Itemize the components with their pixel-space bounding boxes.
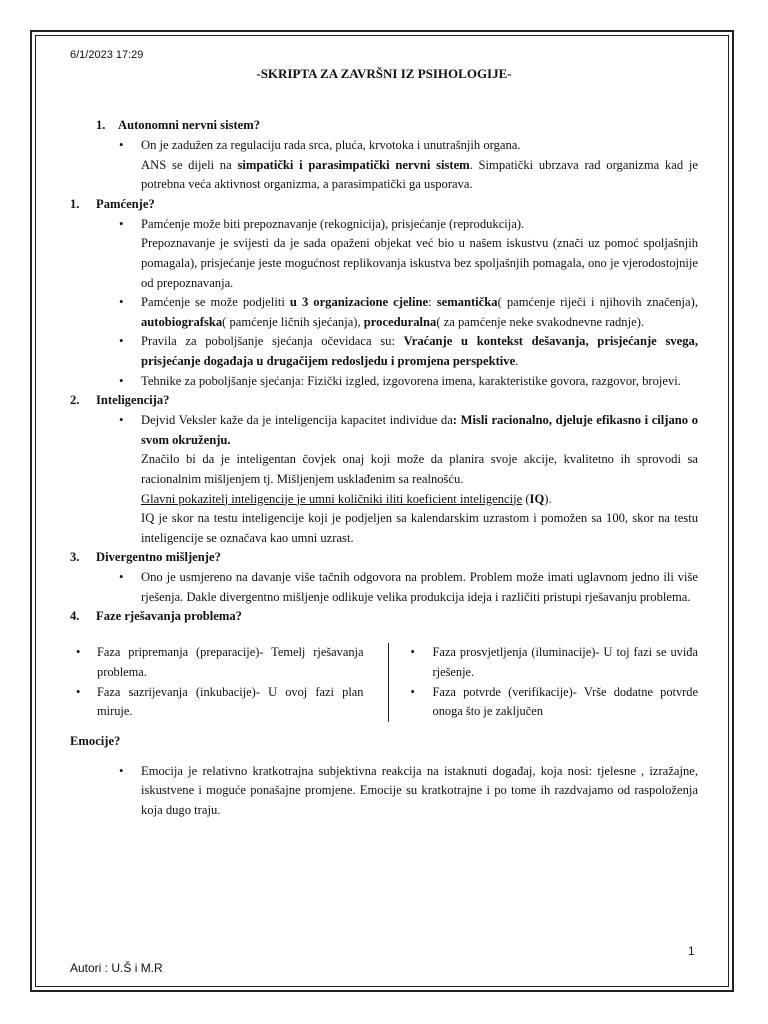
list-item: • Faza prosvjetljenja (iluminacije)- U toj fazi se uviđa rješenje. (410, 645, 698, 680)
bullet-icon: • (119, 373, 124, 388)
paragraph: Značilo bi da je inteligentan čovjek onaj koji može da planira svoje akcije, kvalitetno ih sprovodi sa racionalnim mišljenjem tj. Mišljenjem usklađenim sa realnošću. (141, 452, 698, 486)
section-number: 1. (96, 118, 106, 132)
section-heading-ans (70, 116, 698, 136)
section-heading-divergent (70, 548, 698, 568)
bullet-icon: • (76, 645, 81, 660)
section-heading-emotions (70, 732, 698, 752)
paragraph: ANS se dijeli na simpatički i parasimpatički nervni sistem. Simpatički ubrzava rad organizma kad je potrebna veća aktivnost organizma, a parasimpatički ga usporava. (141, 157, 698, 192)
list-item: • Pamćenje može biti prepoznavanje (rekognicija), prisjećanje (reprodukcija). (70, 215, 698, 235)
bullet-icon: • (119, 216, 124, 231)
spacer (70, 752, 698, 762)
section-heading-memory (70, 195, 698, 215)
section-number: 2. (70, 393, 80, 408)
section-number: 4. (70, 609, 80, 624)
list-item: • Faza potvrde (verifikacije)- Vrše dodatne potvrde onoga što je zaključen (410, 684, 698, 719)
bullet-icon: • (119, 413, 124, 428)
document-title: -SKRIPTA ZA ZAVRŠNI IZ PSIHOLOGIJE- (256, 66, 512, 81)
section-title: Inteligencija? (96, 393, 170, 408)
list-item: • Emocija je relativno kratkotrajna subjektivna reakcija na istaknuti događaj, koja nosi: tjelesne , izražajne, iskustvene i moguće ponašajne promjene. Emocije su kratkotrajne i po tome ih razdvajamo od raspoloženja koja dugo traju. (119, 763, 698, 818)
bullet-icon: • (119, 138, 124, 152)
timestamp: 6/1/2023 17:29 (70, 49, 144, 61)
list-item: • Tehnike za poboljšanje sjećanja: Fizički izgled, izgovorena imena, karakteristike govora, razgovor, brojevi. (70, 372, 698, 392)
list-item: • On je zadužen za regulaciju rada srca, pluća, krvotoka i unutrašnjih organa. (70, 136, 698, 156)
bullet-icon: • (119, 334, 124, 349)
section-title: Pamćenje? (96, 196, 155, 211)
list-item: • Ono je usmjereno na davanje više tačnih odgovora na problem. Problem može imati uglavnom jedno ili više rješenja. Dakle divergentno mišljenje odlikuje velika produkcija ideja i različiti pristupi rješavanju problema. (119, 570, 698, 604)
section-title: Divergentno mišljenje? (96, 550, 221, 565)
document-body (70, 116, 698, 821)
bullet-icon: • (410, 645, 415, 660)
bullet-icon: • (119, 763, 124, 778)
paragraph: IQ je skor na testu inteligencije koji je podjeljen sa kalendarskim uzrastom i pomožen sa 100, skor na testu inteligencije se označava kao umni uzrast. (141, 511, 698, 545)
footer-authors: Autori : U.Š i M.R (70, 961, 163, 975)
list-item: • Pravila za poboljšanje sjećanja očevidaca su: Vraćanje u kontekst dešavanja, prisjećanje svega, prisjećanje događaja u drugačijem redosljedu i promjena perspektive. (119, 334, 698, 368)
section-heading-intelligence (70, 391, 698, 411)
phases-right-column (388, 643, 699, 721)
page-number: 1 (688, 944, 695, 958)
paragraph: Prepoznavanje je svijesti da je sada opaženi objekat već bio u našem iskustvu (znači uz pomoć spoljašnjih pomagala), prisjećanje jeste mogućnost replikovanja iskustva bez spoljašnjih pomagala, ono je vjerodostojnije od prepoznavanja. (141, 236, 698, 290)
bullet-icon: • (76, 684, 81, 699)
phases-left-column (70, 643, 388, 721)
bullet-icon: • (119, 295, 124, 310)
bullet-icon: • (119, 570, 124, 585)
section-title: Autonomni nervni sistem? (118, 118, 261, 132)
section-title: Emocije? (70, 733, 121, 748)
list-item: • Dejvid Veksler kaže da je inteligencija kapacitet individue da: Misli racionalno, djeluje efikasno i ciljano o svom okruženju. (119, 413, 698, 447)
list-item: • Faza pripremanja (preparacije)- Temelj rješavanja problema. (76, 645, 364, 680)
section-heading-phases (70, 607, 698, 627)
section-title: Faze rješavanja problema? (96, 609, 242, 624)
bullet-icon: • (410, 684, 415, 699)
section-number: 3. (70, 550, 80, 565)
list-item: • Faza sazrijevanja (inkubacije)- U ovoj fazi plan miruje. (76, 684, 364, 719)
paragraph: Glavni pokazitelj inteligencije je umni količniki iliti koeficient inteligencije (IQ). (141, 491, 552, 506)
list-item: • Pamćenje se može podjeliti u 3 organizacione cjeline: semantička( pamćenje riječi i njihovih značenja), autobiografska( pamćenje ličnih sjećanja), proceduralna( za pamćenje neke svakodnevne radnje). (119, 295, 698, 329)
phases-two-column (70, 643, 698, 721)
section-number: 1. (70, 196, 80, 211)
